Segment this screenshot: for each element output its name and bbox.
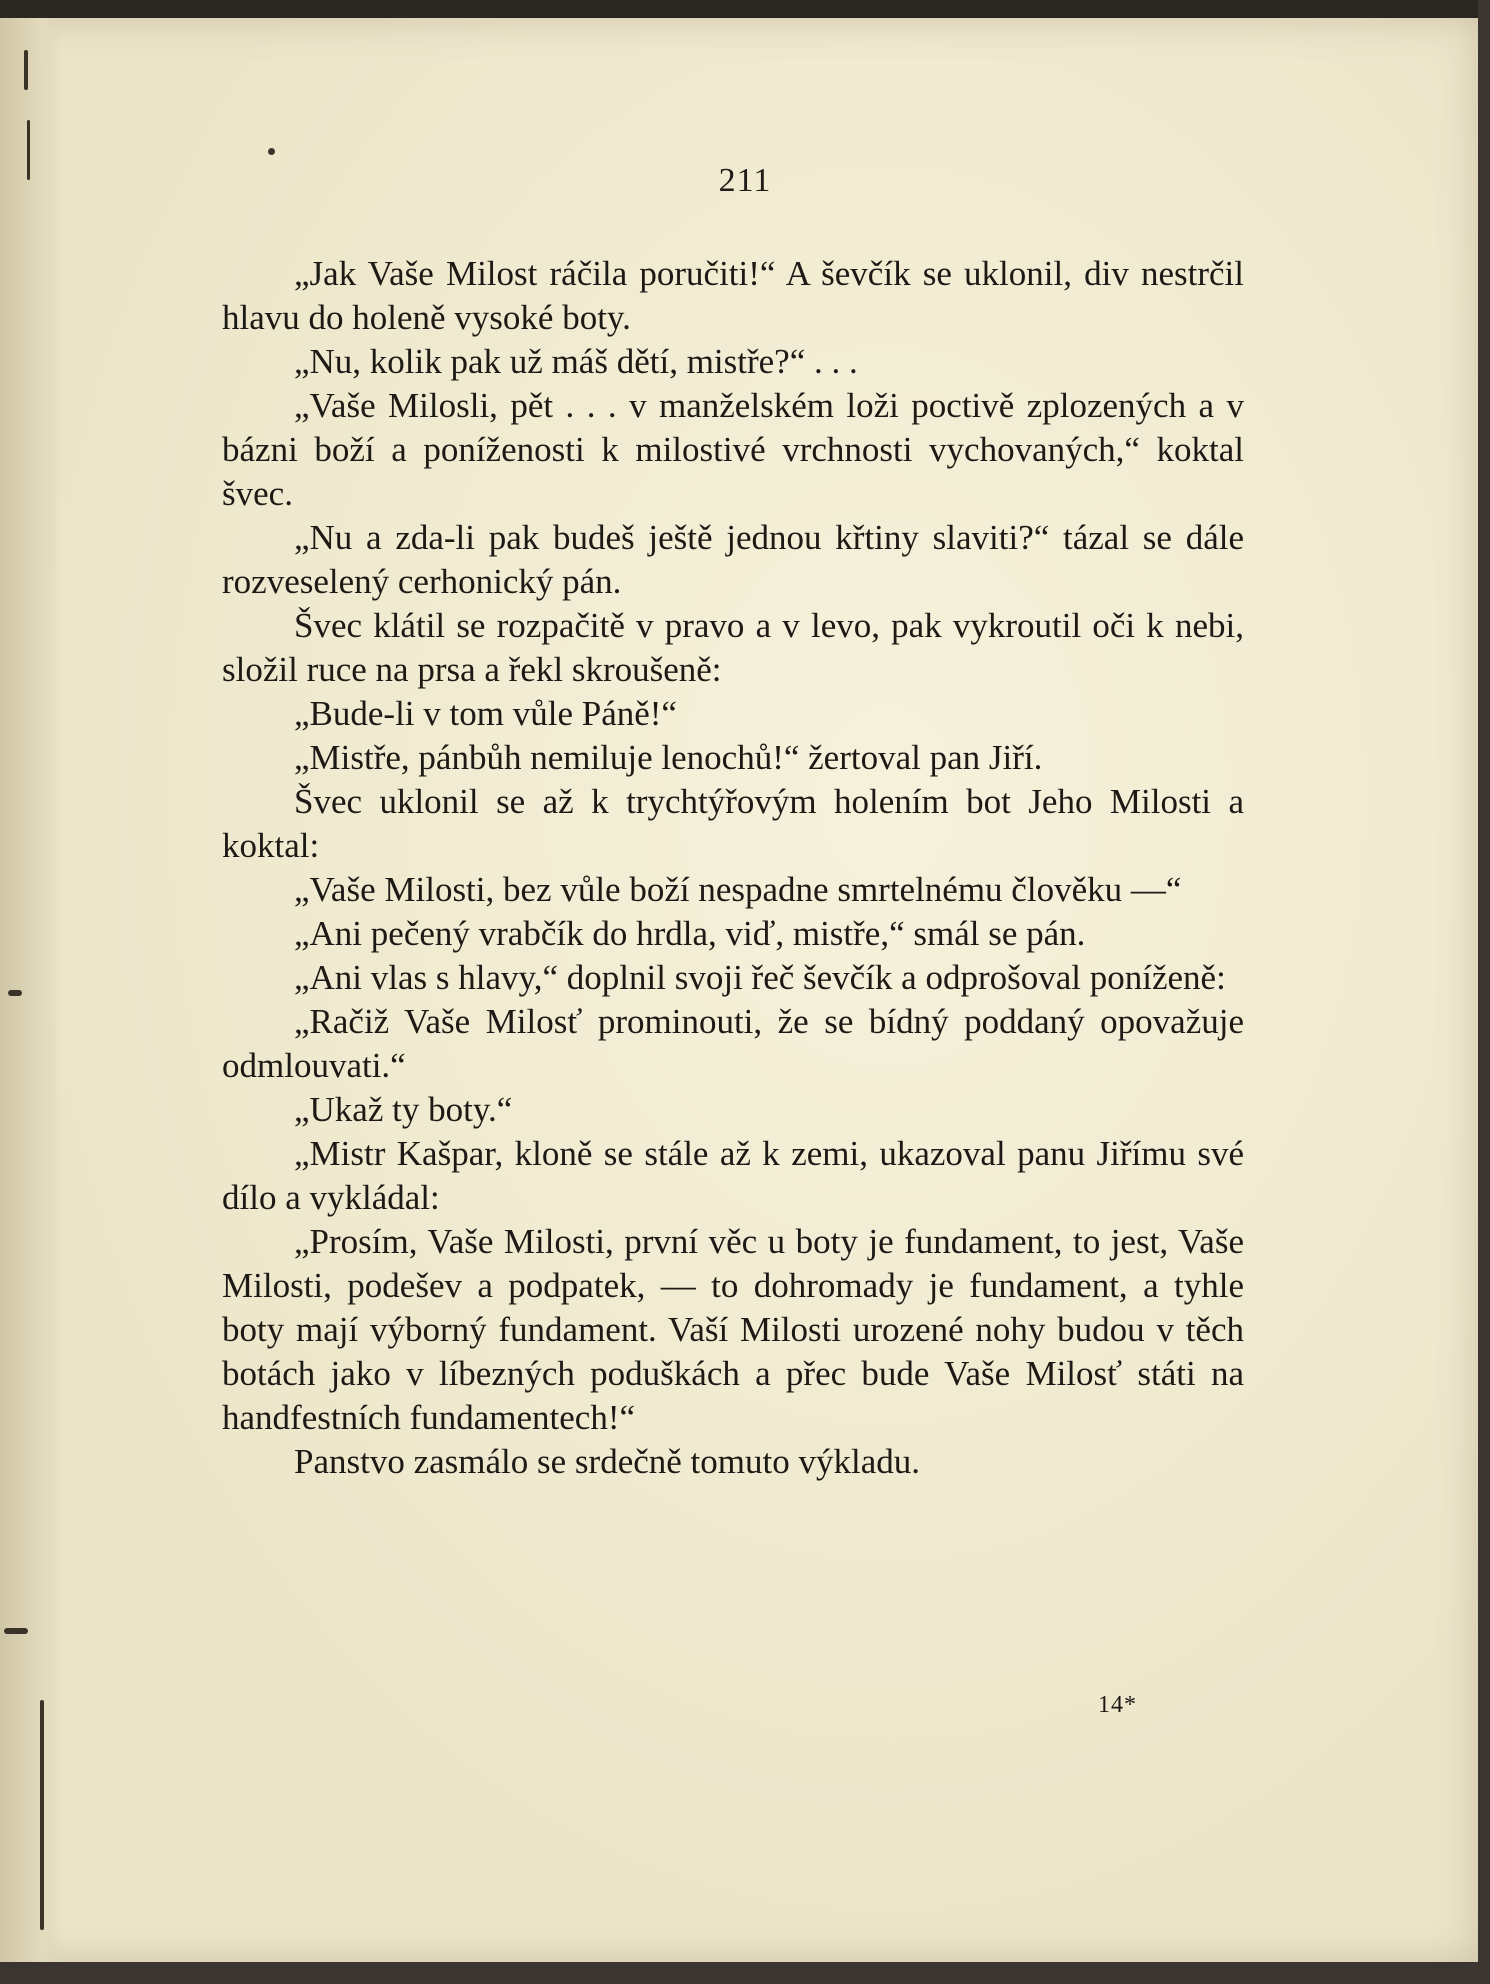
paragraph: „Bude-li v tom vůle Páně!“ xyxy=(294,694,677,733)
paragraph: Švec klátil se rozpačitě v pravo a v levo, pak vykroutil oči k nebi, složil ruce na prsa a řekl skroušeně: xyxy=(222,606,1244,689)
paragraph: „Vaše Milosli, pět . . . v manželském loži poctivě zplozených a v bázni boží a poníženosti k milostivé vrchnosti vychovaných,“ koktal švec. xyxy=(222,386,1244,513)
margin-mark xyxy=(24,50,28,90)
paragraph: „Prosím, Vaše Milosti, první věc u boty je fundament, to jest, Vaše Milosti, podešev a podpatek, — to dohromady je fundament, a tyhle boty mají výborný fundament. Vaší Milosti urozené nohy budou v těch botách jako v líbezných poduškách a přec bude Vaše Milosť státi na handfestních fundamentech!“ xyxy=(222,1222,1244,1437)
paragraph: „Vaše Milosti, bez vůle boží nespadne smrtelnému člověku —“ xyxy=(294,870,1182,909)
signature-mark: 14* xyxy=(1098,1692,1137,1718)
body-text xyxy=(222,252,1244,1484)
paragraph: „Jak Vaše Milost ráčila poručiti!“ A ševčík se uklonil, div nestrčil hlavu do holeně vysoké boty. xyxy=(222,254,1244,337)
paragraph: Švec uklonil se až k trychtýřovým holením bot Jeho Milosti a koktal: xyxy=(222,782,1244,865)
page-number: 211 xyxy=(718,162,772,199)
scan-edge-right xyxy=(1478,0,1490,1984)
paragraph: „Mistr Kašpar, kloně se stále až k zemi, ukazoval panu Jiřímu své dílo a vykládal: xyxy=(222,1134,1244,1217)
paragraph: „Nu, kolik pak už máš dětí, mistře?“ . . . xyxy=(294,342,858,381)
paragraph: „Mistře, pánbůh nemiluje lenochů!“ žertoval pan Jiří. xyxy=(294,738,1043,777)
paragraph: Panstvo zasmálo se srdečně tomuto výkladu. xyxy=(294,1442,920,1481)
margin-mark xyxy=(8,990,22,996)
margin-mark xyxy=(4,1628,28,1634)
paragraph: „Ani pečený vrabčík do hrdla, viď, mistře,“ smál se pán. xyxy=(294,914,1086,953)
paragraph: „Nu a zda-li pak budeš ještě jednou křtiny slaviti?“ tázal se dále rozveselený cerhonický pán. xyxy=(222,518,1244,601)
ink-speck xyxy=(268,148,275,155)
paragraph: „Ani vlas s hlavy,“ doplnil svoji řeč ševčík a odprošoval poníženě: xyxy=(294,958,1226,997)
paragraph: „Ukaž ty boty.“ xyxy=(294,1090,513,1129)
margin-mark xyxy=(40,1700,44,1930)
scan-edge-bottom xyxy=(0,1962,1490,1984)
paragraph: „Račiž Vaše Milosť prominouti, že se bídný poddaný opovažuje odmlouvati.“ xyxy=(222,1002,1244,1085)
